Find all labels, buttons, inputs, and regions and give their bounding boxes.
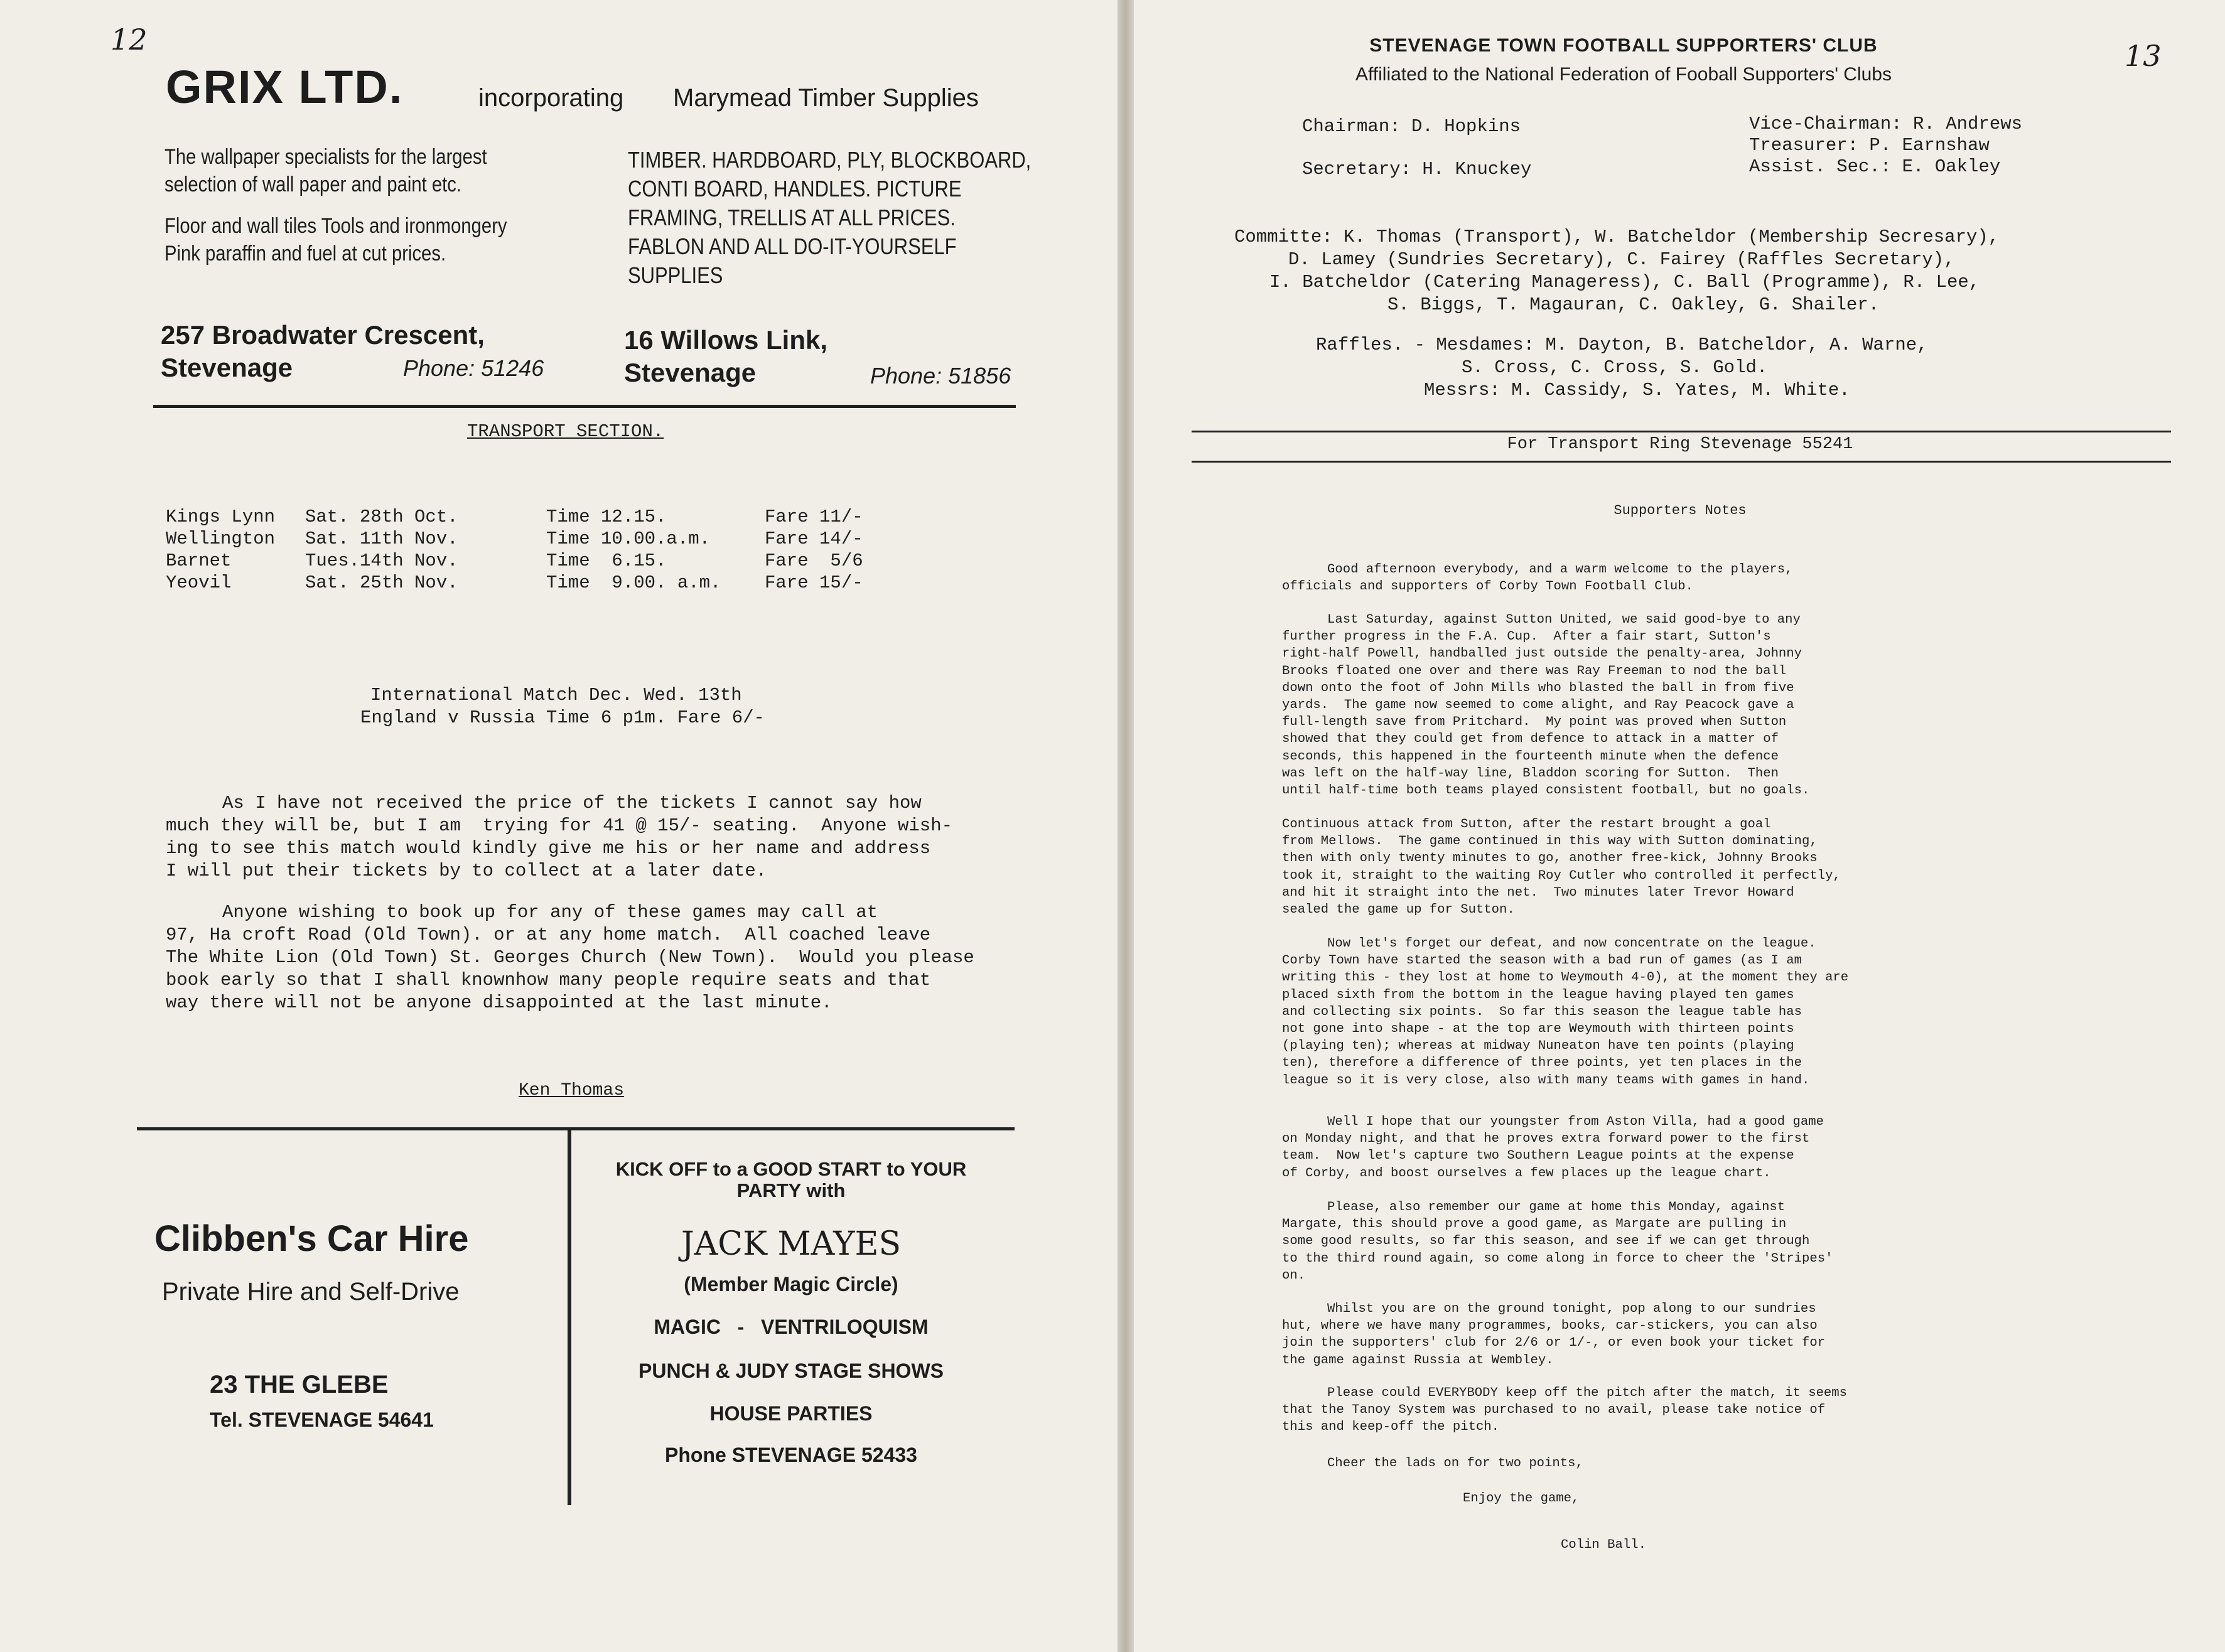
fixture-date: Sat. 28th Oct. xyxy=(305,507,458,527)
clibben-tel: Tel. STEVENAGE 54641 xyxy=(210,1408,434,1431)
raffles: Raffles. - Mesdames: M. Dayton, B. Batcheldor, A. Warne, S. Cross, C. Cross, S. Gold. Messrs: M. Cassidy, S. Yates, M. White. xyxy=(1316,335,1928,400)
international-match: International Match Dec. Wed. 13th England v Russia Time 6 p1m. Fare 6/- xyxy=(360,685,765,728)
grix-address-1: 257 Broadwater Crescent, Stevenage xyxy=(161,320,485,382)
divider xyxy=(1192,431,2171,432)
grix-incorporating: incorporating xyxy=(478,84,624,112)
fixture-date: Sat. 11th Nov. xyxy=(305,528,458,549)
fixture-date: Tues.14th Nov. xyxy=(305,550,458,571)
notes-paragraph: Good afternoon everybody, and a warm welcome to the players, officials and supporters of Corby Town Football Club. xyxy=(1282,562,1793,594)
notes-paragraph: Now let's forget our defeat, and now concentrate on the league. Corby Town have started the season with a bad run of games (as I am writing this - they lost at home to Weymouth 4-0), at the moment they are placed sixth from the bottom in the league having played ten games and collecting six points. So far this season the league table has not gone into shape - at the top are Weymouth with thirteen points (playing ten); whereas at midway Nuneaton have ten points (playing ten), therefore a difference of three points, yet ten places in the league so it is very close, also with many teams with games in hand. xyxy=(1282,936,1849,1088)
officers-right: Vice-Chairman: R. Andrews Treasurer: P. Earnshaw Assist. Sec.: E. Oakley xyxy=(1749,114,2023,177)
jack-phone: Phone STEVENAGE 52433 xyxy=(665,1444,917,1466)
page-number: 12 xyxy=(110,23,148,56)
notes-paragraph: Well I hope that our youngster from Aston Villa, had a good game on Monday night, and that he proves extra forward power to the first team. Now let's capture two Southern League points at the expense of Corby, and boost ourselves a few places up the league chart. xyxy=(1282,1115,1824,1181)
jack-name: JACK MAYES xyxy=(681,1225,902,1263)
clibben-address: 23 THE GLEBE xyxy=(210,1371,389,1398)
fixtures-table xyxy=(166,506,919,600)
secretary: Secretary: H. Knuckey xyxy=(1302,159,1532,180)
grix-left-text: The wallpaper specialists for the largest selection of wall paper and paint etc. Floor and wall tiles Tools and ironmongery Pink paraffin and fuel at cut prices. xyxy=(164,145,507,266)
transport-contact: For Transport Ring Stevenage 55241 xyxy=(1507,435,1853,454)
grix-sub: Marymead Timber Supplies xyxy=(673,84,979,112)
fixture-team: Kings Lynn xyxy=(166,507,276,527)
divider xyxy=(153,405,1016,408)
fixture-fare: Fare 14/- xyxy=(765,528,863,549)
notes-title: Supporters Notes xyxy=(1614,503,1747,518)
notes-paragraph: Whilst you are on the ground tonight, pop along to our sundries hut, where we have many programmes, books, car-stickers, you can also join the supporters' club for 2/6 or 1/-, or even book your ticket for the game against Russia at Wembley. xyxy=(1282,1302,1826,1368)
jack-house: HOUSE PARTIES xyxy=(709,1402,873,1425)
transport-paragraph-1: As I have not received the price of the tickets I cannot say how much they will be, but I am trying for 41 @ 15/- seating. Anyone wish- ing to see this match would kindly give me his or her name and address I will put their tickets by to collect at a later date. xyxy=(166,793,953,881)
fixture-time: Time 9.00. a.m. xyxy=(546,572,721,593)
fixture-fare: Fare 5/6 xyxy=(765,550,863,571)
grix-phone-1: Phone: 51246 xyxy=(403,355,544,381)
notes-paragraph: Please could EVERYBODY keep off the pitch after the match, it seems that the Tanoy System was purchased to no avail, please take notice of this and keep-off the pitch. xyxy=(1282,1386,1848,1435)
fixture-team: Yeovil xyxy=(166,572,232,593)
fixture-fare: Fare 15/- xyxy=(765,572,863,593)
fixture-time: Time 6.15. xyxy=(546,550,667,571)
divider xyxy=(137,1127,1015,1130)
grix-address-2: 16 Willows Link, Stevenage xyxy=(624,325,828,387)
fixture-time: Time 12.15. xyxy=(546,507,667,527)
transport-paragraph-2: Anyone wishing to book up for any of these games may call at 97, Ha croft Road (Old Town). or at any home match. All coached leave The White Lion (Old Town) St. Georges Church (New Town). Would you please book early so that I shall knownhow many people require seats and that way there will not be anyone disappointed at the last minute. xyxy=(166,902,974,1013)
fixture-date: Sat. 25th Nov. xyxy=(305,572,458,593)
divider xyxy=(1192,461,2171,463)
committee: Committe: K. Thomas (Transport), W. Batcheldor (Membership Secresary), D. Lamey (Sundries Secretary), C. Fairey (Raffles Secretary), I. Batcheldor (Catering Manageress), C. Ball (Programme), R. Lee, S. Biggs, T. Magauran, C. Oakley, G. Shailer. xyxy=(1234,227,2000,315)
page-gutter xyxy=(1118,0,1134,1652)
jack-headline: KICK OFF to a GOOD START to YOUR PARTY with xyxy=(615,1158,967,1201)
jack-member: (Member Magic Circle) xyxy=(684,1273,898,1295)
notes-paragraph: Please, also remember our game at home this Monday, against Margate, this should prove a good game, as Margate are pulling in some good results, so far this season, and see if we can get through to the third round again, so come along in force to cheer the 'Stripes' on. xyxy=(1282,1200,1833,1283)
notes-enjoy: Enjoy the game, xyxy=(1463,1491,1580,1506)
club-affiliation: Affiliated to the National Federation of Fooball Supporters' Clubs xyxy=(1355,64,1892,85)
fixture-team: Barnet xyxy=(166,550,232,571)
notes-cheer: Cheer the lads on for two points, xyxy=(1327,1456,1583,1471)
clibben-name: Clibben's Car Hire xyxy=(154,1218,469,1259)
page-number: 13 xyxy=(2125,39,2162,73)
notes-paragraph: Continuous attack from Sutton, after the restart brought a goal from Mellows. The game continued in this way with Sutton dominating, then with only twenty minutes to go, another free-kick, Johnny Brooks took it, straight to the waiting Roy Cutler who controlled it perfectly, and hit it straight into the net. Two minutes later Trevor Howard sealed the game up for Sutton. xyxy=(1282,817,1841,918)
grix-name: GRIX LTD. xyxy=(166,61,404,113)
notes-signature: Colin Ball. xyxy=(1561,1538,1646,1552)
notes-paragraph: Last Saturday, against Sutton United, we said good-bye to any further progress in the F.A. Cup. After a fair start, Sutton's right-half Powell, handballed just outside the penalty-area, Johnny Brooks floated one over and there was Ray Freeman to nod the ball down onto the foot of John Mills who blasted the ball in from five yards. The game now seemed to come alight, and Ray Peacock gave a full-length save from Pritchard. My point was proved when Sutton showed that they could get from defence to attack in a matter of seconds, this happened in the fourteenth minute when the defence was left on the half-way line, Bladdon scoring for Sutton. Then until half-time both teams played consistent football, but no goals. xyxy=(1282,613,1810,798)
transport-signature: Ken Thomas xyxy=(519,1081,625,1100)
clibben-sub: Private Hire and Self-Drive xyxy=(162,1278,460,1306)
fixture-time: Time 10.00.a.m. xyxy=(546,528,711,549)
grix-phone-2: Phone: 51856 xyxy=(870,363,1011,389)
jack-magic: MAGIC - VENTRILOQUISM xyxy=(654,1316,929,1338)
right-page xyxy=(1134,0,2225,1652)
fixture-fare: Fare 11/- xyxy=(765,507,863,527)
club-name: STEVENAGE TOWN FOOTBALL SUPPORTERS' CLUB xyxy=(1369,35,1878,56)
transport-heading: TRANSPORT SECTION. xyxy=(467,421,664,442)
chairman: Chairman: D. Hopkins xyxy=(1302,116,1521,137)
grix-right-text: TIMBER. HARDBOARD, PLY, BLOCKBOARD, CONTI BOARD, HANDLES. PICTURE FRAMING, TRELLIS AT ALL PRICES. FABLON AND ALL DO-IT-YOURSELF SUPPLIES xyxy=(628,147,1032,288)
fixture-team: Wellington xyxy=(166,528,276,549)
jack-punch: PUNCH & JUDY STAGE SHOWS xyxy=(638,1360,944,1382)
